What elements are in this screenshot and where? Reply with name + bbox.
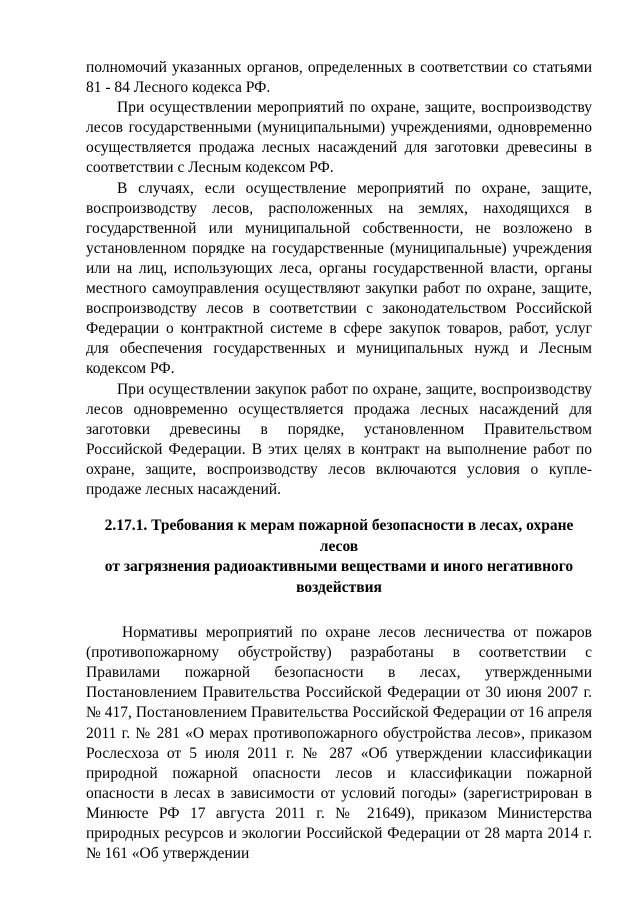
section-heading [86,516,592,598]
paragraph-fire-norms: Нормативы мероприятий по охране лесов лесничества от пожаров (противопожарному обустройству) разработаны в соответствии с Правилами пожарной безопасности в лесах, утвержденными Постановлением Правительства Российской Федерации от 30 июня 2007 г. № 417, Постановлением Правительства Российской Федерации от 16 апреля 2011 г. № 281 «О мерах противопожарного обустройства лесов», приказом Рослесхоза от 5 июля 2011 г. № 287 «Об утверждении классификации природной пожарной опасности лесов и классификации пожарной опасности в лесах в зависимости от условий погоды» (зарегистрирован в Минюсте РФ 17 августа 2011 г. № 21649), приказом Министерства природных ресурсов и экологии Российской Федерации от 28 марта 2014 г. № 161 «Об утверждении [86,624,592,863]
paragraph-procurement-sale: При осуществлении закупок работ по охране, защите, воспроизводству лесов одновременно осуществляется продажа лесных насаждений для заготовки древесины в порядке, установленном Правительством Российской Федерации. В этих целях в контракт на выполнение работ по охране, защите, воспроизводству лесов включаются условия о купле-продаже лесных насаждений. [86,380,592,498]
paragraph-procurement-cases: В случаях, если осуществление мероприятий по охране, защите, воспроизводству лесов, расположенных на землях, находящихся в государственной или муниципальной собственности, не возложено в установленном порядке на государственные (муниципальные) учреждения или на лиц, использующих леса, органы государственной власти, органы местного самоуправления осуществляют закупки работ по охране, защите, воспроизводству лесов в соответствии с законодательством Российской Федерации о контрактной системе в сфере закупок товаров, работ, услуг для обеспечения государственных и муниципальных нужд и Лесным кодексом РФ. [86,179,592,378]
section-heading-line-3: воздействия [296,578,382,596]
section-heading-line-1: 2.17.1. Требования к мерам пожарной безопасности в лесах, охране лесов [104,517,574,555]
document-page [86,58,592,864]
section-heading-line-2: от загрязнения радиоактивными веществами и иного негативного [104,558,574,576]
paragraph-continuation: полномочий указанных органов, определенных в соответствии со статьями 81 - 84 Лесного кодекса РФ. [86,59,592,97]
paragraph-state-institutions: При осуществлении мероприятий по охране, защите, воспроизводству лесов государственными (муниципальными) учреждениями, одновременно осуществляется продажа лесных насаждений для заготовки древесины в соответствии с Лесным кодексом РФ. [86,99,592,177]
spacer [86,598,592,623]
